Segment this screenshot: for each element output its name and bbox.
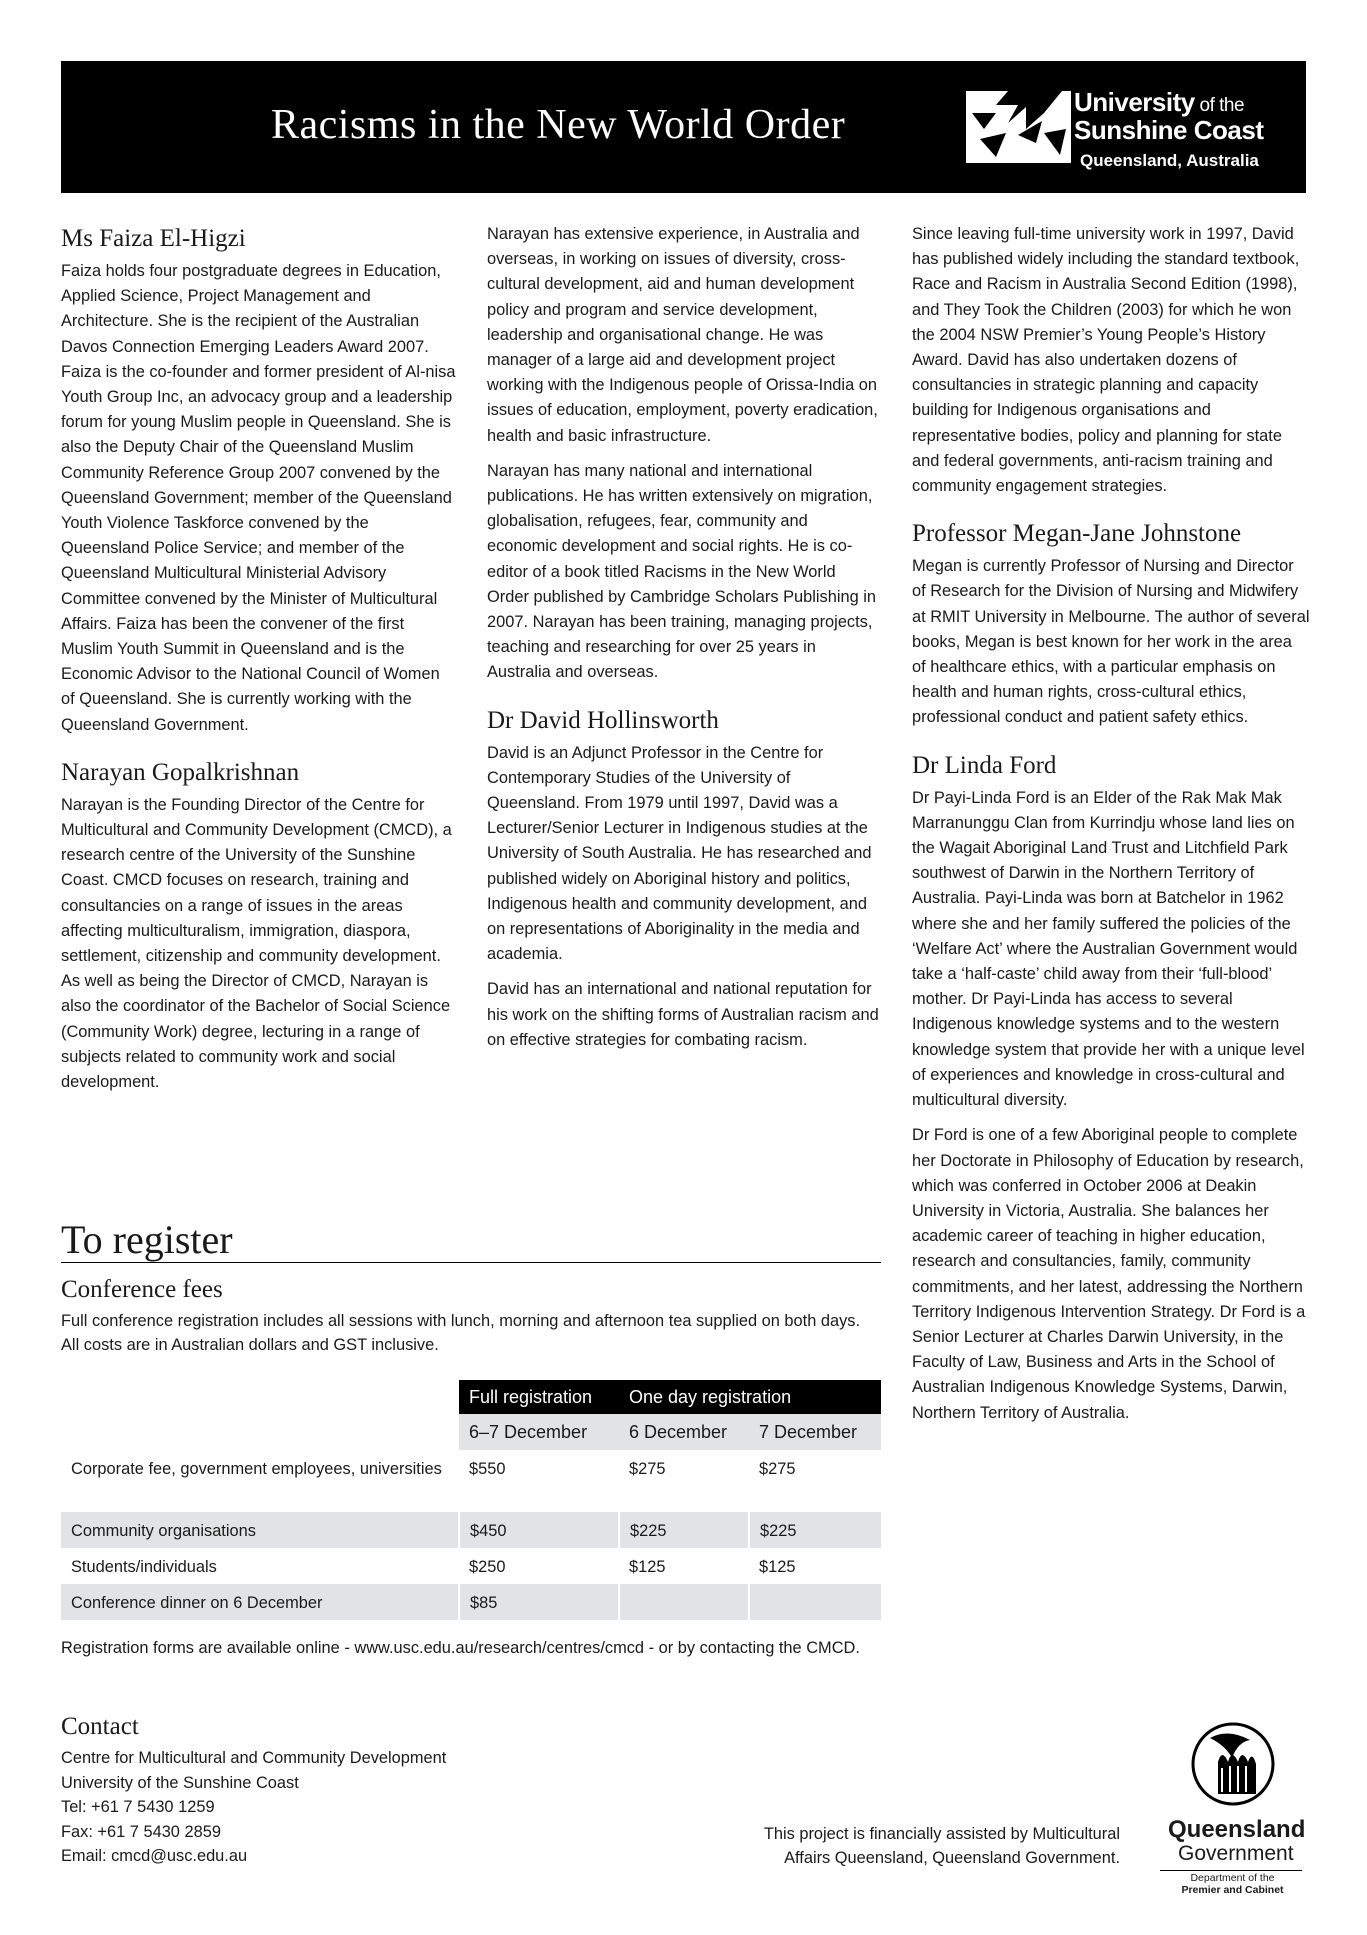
speaker-bio-david-2: David has an international and national reputation for his work on the shifting forms of Australian racism and on effective strategies for combating racism.	[487, 980, 879, 1049]
table-row	[61, 1450, 881, 1512]
qld-name: Queensland	[1168, 1816, 1306, 1843]
fee-day2	[749, 1584, 881, 1620]
fees-intro: Full conference registration includes all sessions with lunch, morning and afternoon tea supplied on both days. All costs are in Australian dollars and GST inclusive.	[61, 1312, 861, 1354]
registration-note: Registration forms are available online - www.usc.edu.au/research/centres/cmcd - or by contacting the CMCD.	[61, 1639, 860, 1657]
logo-line-sunshine: Sunshine Coast	[1074, 115, 1264, 145]
contact-email: Email: cmcd@usc.edu.au	[61, 1847, 248, 1865]
register-section	[61, 1218, 881, 1357]
fee-full: $250	[469, 1558, 506, 1576]
speaker-name-david: Dr David Hollinsworth	[487, 706, 719, 734]
qld-divider	[1160, 1870, 1302, 1871]
fee-full: $550	[469, 1460, 506, 1478]
logo-line-university: University of the	[1074, 87, 1245, 117]
header-banner	[61, 61, 1306, 193]
qld-government: Government	[1178, 1842, 1294, 1865]
fee-label: Corporate fee, government employees, universities	[71, 1460, 442, 1478]
contact-phone: Tel: +61 7 5430 1259	[61, 1798, 215, 1816]
speaker-bio-narayan-1: Narayan is the Founding Director of the Centre for Multicultural and Community Development (CMCD), a research centre of the University of the Sunshine Coast. CMCD focuses on research, training and consultancies on a range of issues in the areas affecting multiculturalism, immigration, diaspora, settlement, citizenship and community development. As well as being the Director of CMCD, Narayan is also the coordinator of the Bachelor of Social Science (Community Work) degree, lecturing in a range of subjects related to community work and social development.	[61, 795, 452, 1092]
fee-day2: $125	[759, 1558, 796, 1576]
fee-day1	[619, 1584, 749, 1620]
page-title: Racisms in the New World Order	[271, 102, 846, 148]
speaker-name-narayan: Narayan Gopalkrishnan	[61, 758, 300, 786]
fee-full: $85	[459, 1584, 619, 1620]
fee-label: Students/individuals	[71, 1558, 217, 1576]
fee-day1: $275	[629, 1460, 666, 1478]
speaker-name-megan: Professor Megan-Jane Johnstone	[912, 520, 1242, 548]
logo-line-location: Queensland, Australia	[1080, 151, 1259, 170]
speaker-bio-linda-1: Dr Payi-Linda Ford is an Elder of the Rak Mak Mak Marranunggu Clan from Kurrindju whose land lies on the Wagait Aboriginal Land Trust and Litchfield Park southwest of Darwin in the Northern Territory of Australia. Payi-Linda was born at Batchelor in 1962 where she and her family suffered the policies of the ‘Welfare Act’ where the Australian Government would take a ‘half-caste’ child away from their ‘full-blood’ mother. Dr Payi-Linda has access to several Indigenous knowledge systems and to the western knowledge system that provide her with a unique level of experiences and knowledge in cross-cultural and multicultural diversity.	[912, 788, 1305, 1110]
speaker-bio-megan: Megan is currently Professor of Nursing and Director of Research for the Division of Nursing and Midwifery at RMIT University in Melbourne. The author of several books, Megan is best known for her work in the area of healthcare ethics, with a particular emphasis on health and human rights, cross-cultural ethics, professional conduct and patient safety ethics.	[912, 557, 1310, 727]
contact-org: Centre for Multicultural and Community Development	[61, 1749, 447, 1767]
funding-note	[700, 1822, 1120, 1870]
fee-day2: $225	[749, 1512, 881, 1548]
fees-subheader-day1: 6 December	[619, 1414, 749, 1450]
fees-table	[61, 1380, 881, 1620]
qld-crest-icon	[1188, 1718, 1278, 1810]
usc-logo	[966, 83, 1296, 173]
qld-dept-line-1: Department of the	[1190, 1872, 1275, 1884]
fees-heading: Conference fees	[61, 1276, 223, 1303]
speaker-bio-david-1: David is an Adjunct Professor in the Centre for Contemporary Studies of the University of Queensland. From 1979 until 1997, David was a Lecturer/Senior Lecturer in Indigenous studies at the University of South Australia. He has researched and published widely on Aboriginal history and politics, Indigenous health and community development, and on representations of Aboriginality in the media and academia.	[487, 743, 872, 964]
table-row	[61, 1512, 881, 1548]
speaker-bio-narayan-3: Narayan has many national and international publications. He has written extensively on migration, globalisation, refugees, fear, community and economic development and social rights. He is co-editor of a book titled Racisms in the New World Order published by Cambridge Scholars Publishing in 2007. Narayan has been training, managing projects, teaching and researching for over 25 years in Australia and overseas.	[487, 461, 877, 682]
funding-line-2: Affairs Queensland, Queensland Government.	[784, 1849, 1120, 1867]
fee-full: $450	[459, 1512, 619, 1548]
funding-line-1: This project is financially assisted by Multicultural	[763, 1825, 1120, 1843]
speaker-bio-faiza: Faiza holds four postgraduate degrees in Education, Applied Science, Project Management and Architecture. She is the recipient of the Australian Davos Connection Emerging Leaders Award 2007. Faiza is the co-founder and former president of Al-nisa Youth Group Inc, an advocacy group and a leadership forum for young Muslim people in Queensland. She is also the Deputy Chair of the Queensland Muslim Community Reference Group 2007 convened by the Queensland Government; member of the Queensland Youth Violence Taskforce convened by the Queensland Police Service; and member of the Queensland Multicultural Ministerial Advisory Committee convened by the Minister of Multicultural Affairs. Faiza has been the convener of the first Muslim Youth Summit in Queensland and is the Economic Advisor to the National Council of Women of Queensland. She is currently working with the Queensland Government.	[61, 262, 456, 734]
speaker-name-linda: Dr Linda Ford	[912, 751, 1057, 779]
fee-label: Community organisations	[61, 1512, 459, 1548]
fees-header-oneday: One day registration	[619, 1380, 881, 1414]
contact-university: University of the Sunshine Coast	[61, 1773, 299, 1792]
fee-day1: $225	[619, 1512, 749, 1548]
column-left	[61, 222, 456, 1105]
register-heading: To register	[61, 1218, 881, 1263]
contact-section	[61, 1712, 561, 1869]
speaker-bio-linda-2: Dr Ford is one of a few Aboriginal people to complete her Doctorate in Philosophy of Education by research, which was conferred in October 2006 at Deakin University in Victoria, Australia. She balances her academic career of teaching in higher education, research and consultancies, family, community commitments, and her latest, addressing the Northern Territory Indigenous Intervention Strategy. Dr Ford is a Senior Lecturer at Charles Darwin University, in the Faculty of Law, Business and Arts in the School of Australian Indigenous Knowledge Systems, Darwin, Northern Territory of Australia.	[912, 1126, 1306, 1422]
table-row	[61, 1584, 881, 1620]
qld-government-logo	[1160, 1718, 1310, 1908]
fees-header-blank	[61, 1380, 459, 1414]
qld-dept-line-2: Premier and Cabinet	[1181, 1884, 1284, 1896]
column-middle	[487, 222, 882, 1063]
speaker-name-faiza: Ms Faiza El-Higzi	[61, 225, 246, 252]
speaker-bio-david-3: Since leaving full-time university work in 1997, David has published widely including the standard textbook, Race and Racism in Australia Second Edition (1998), and They Took the Children (2003) for which he won the 2004 NSW Premier’s Young People’s History Award. David has also undertaken dozens of consultancies in strategic planning and capacity building for Indigenous organisations and representative bodies, policy and planning for state and federal governments, anti-racism training and community engagement strategies.	[912, 225, 1300, 496]
contact-heading: Contact	[61, 1713, 139, 1740]
fees-subheader-full: 6–7 December	[459, 1414, 619, 1450]
table-row	[61, 1548, 881, 1584]
fee-label: Conference dinner on 6 December	[61, 1584, 459, 1620]
fees-subheader-day2: 7 December	[749, 1414, 881, 1450]
fee-day2: $275	[759, 1460, 796, 1478]
speaker-bio-narayan-2: Narayan has extensive experience, in Australia and overseas, in working on issues of diversity, cross-cultural development, aid and human development policy and program and service development, leadership and organisational change. He was manager of a large aid and development project working with the Indigenous people of Orissa-India on issues of education, employment, poverty eradication, health and basic infrastructure.	[487, 225, 878, 445]
column-right	[912, 222, 1310, 1436]
contact-fax: Fax: +61 7 5430 2859	[61, 1822, 221, 1841]
fee-day1: $125	[629, 1558, 666, 1576]
usc-logo-icon	[966, 83, 1071, 163]
fees-header-full: Full registration	[459, 1380, 619, 1414]
